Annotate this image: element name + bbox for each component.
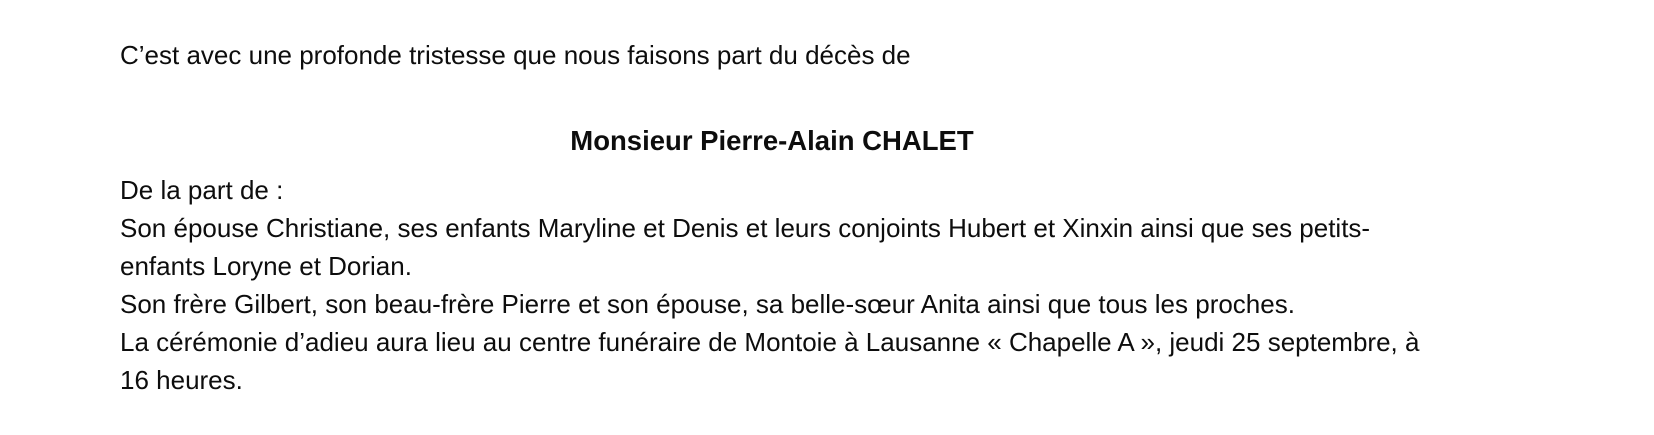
family-line-spouse-children: Son épouse Christiane, ses enfants Maryline et Denis et leurs conjoints Hubert et Xinxin ainsi que ses petits-enfants Loryne et Dorian.	[120, 213, 1371, 281]
deceased-name-title: Monsieur Pierre-Alain CHALET	[570, 125, 974, 156]
ceremony-details-line: La cérémonie d’adieu aura lieu au centre funéraire de Montoie à Lausanne « Chapelle A », jeudi 25 septembre, à 16 heures.	[120, 327, 1420, 395]
family-line-siblings: Son frère Gilbert, son beau-frère Pierre et son épouse, sa belle-sœur Anita ainsi que tous les proches.	[120, 289, 1295, 319]
from-label: De la part de :	[120, 175, 284, 205]
announcement-intro-text: C’est avec une profonde tristesse que nous faisons part du décès de	[120, 40, 911, 70]
